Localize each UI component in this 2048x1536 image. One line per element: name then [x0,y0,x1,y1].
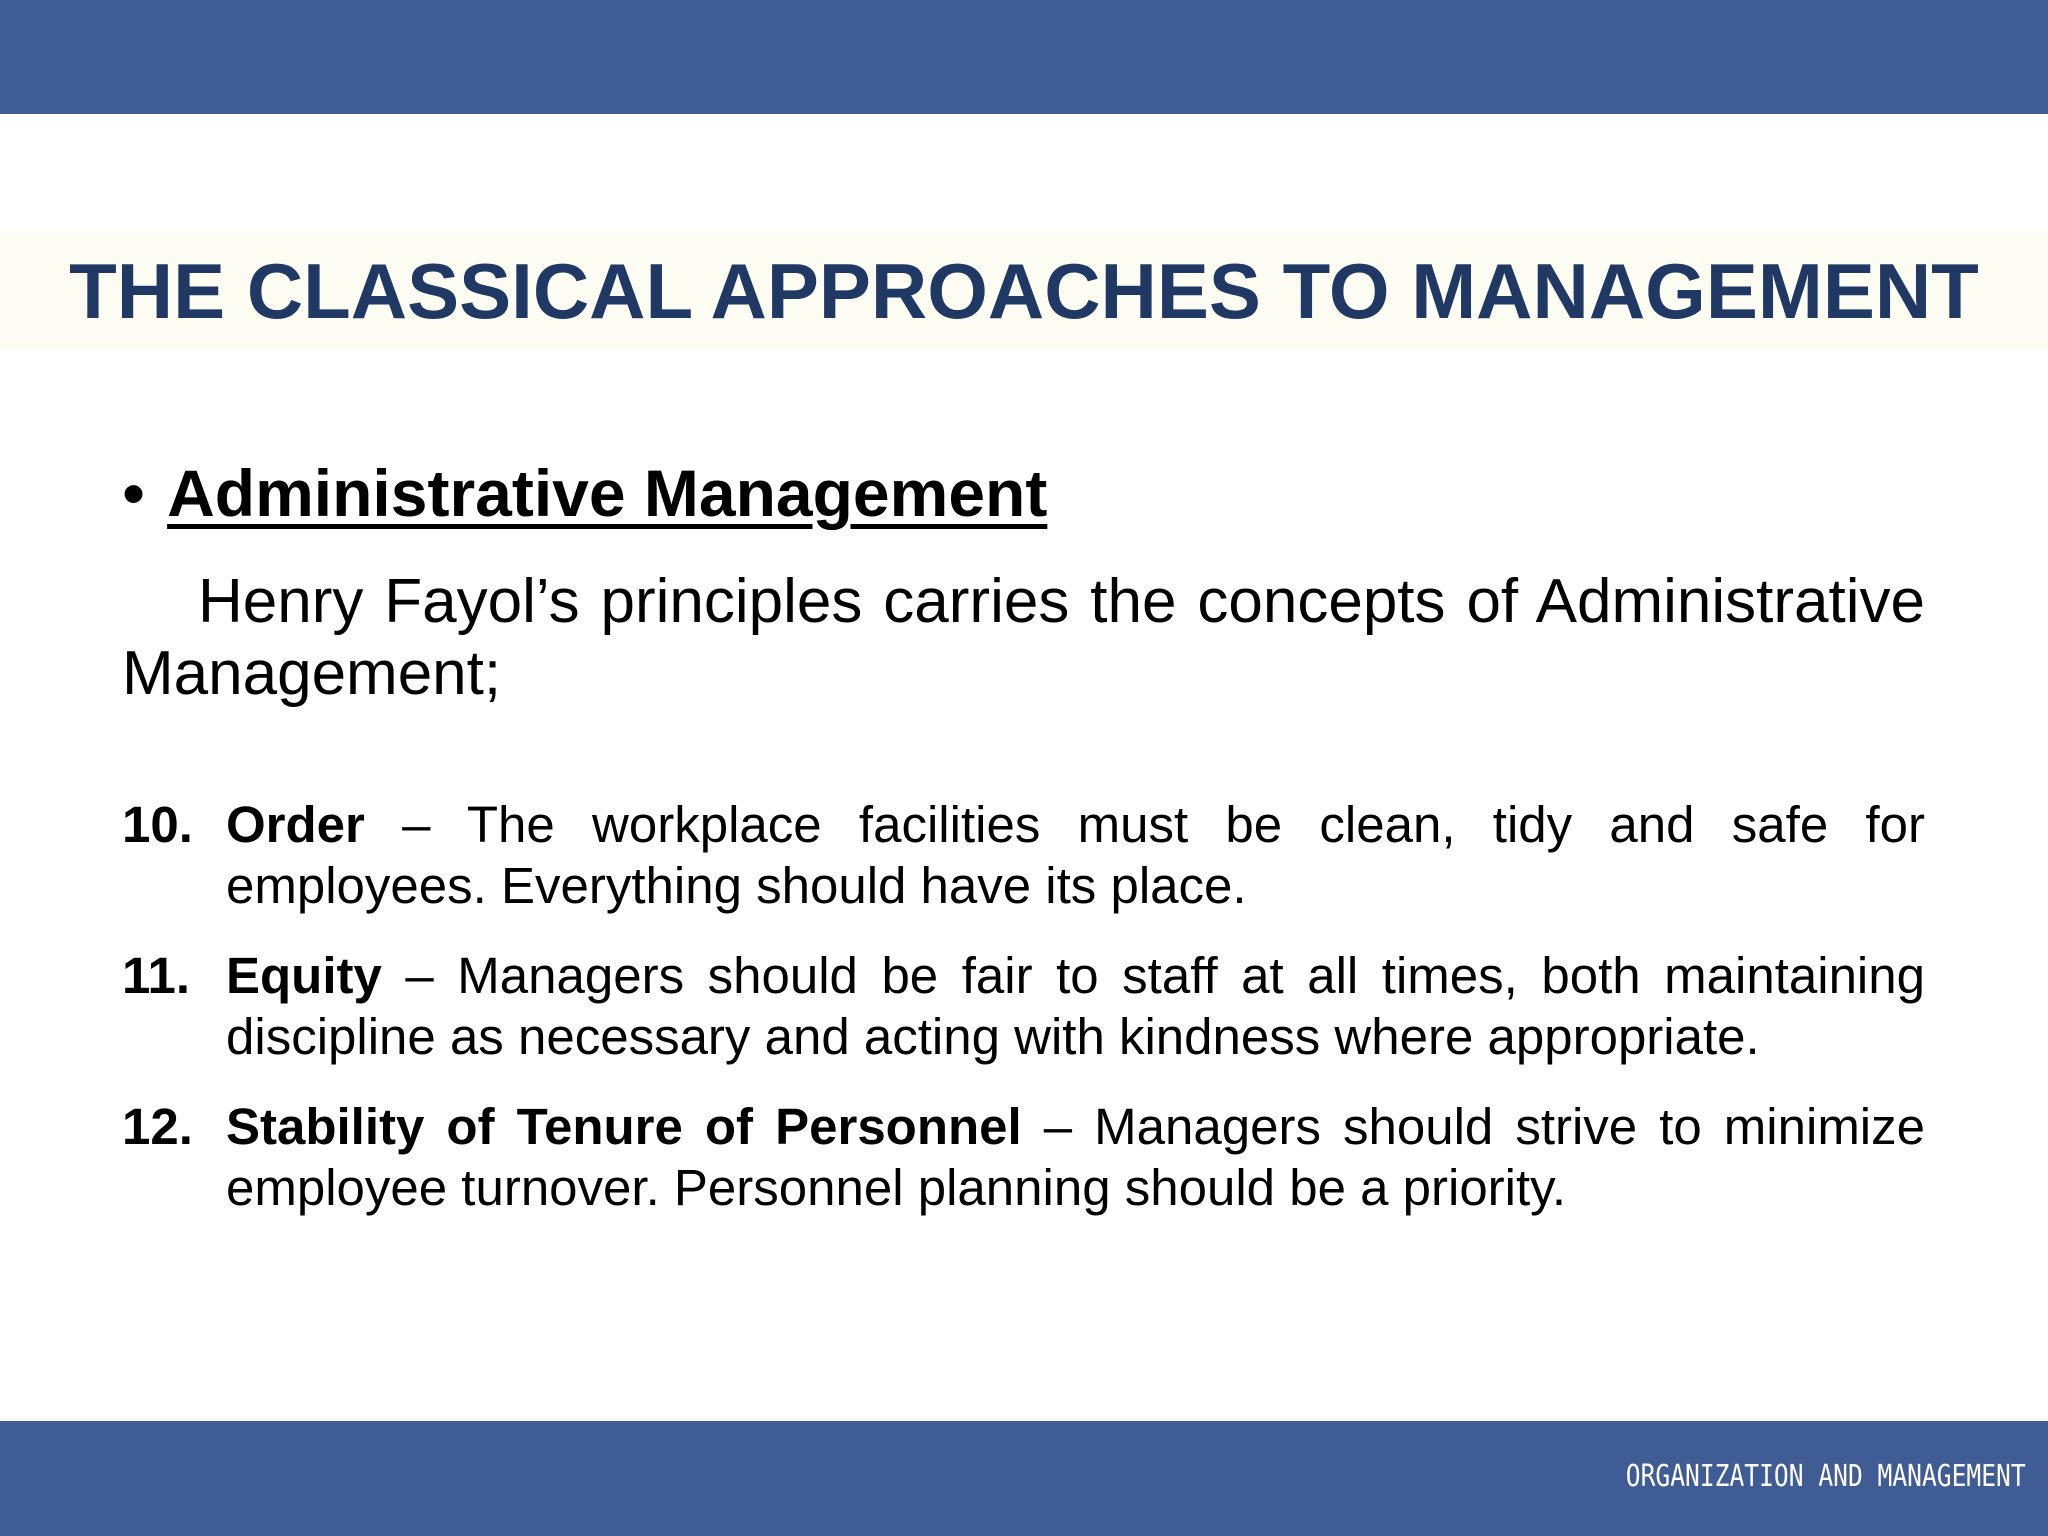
bullet-dot: • [122,456,146,530]
item-term: Order [226,796,365,853]
top-header-bar [0,0,2048,114]
item-description: – The workplace facilities must be clean, tidy and safe for employees. Everything should have its place. [226,796,1925,914]
list-item [122,794,1925,916]
item-term: Equity [226,947,382,1004]
item-description: – Managers should strive to minimize employee turnover. Personnel planning should be a priority. [226,1098,1925,1216]
title-band [0,233,2048,349]
item-number: 12. [122,1098,193,1155]
list-item [122,945,1925,1067]
principles-list [122,794,1925,1247]
bullet-heading-text: Administrative Management [167,456,1048,530]
list-item [122,1096,1925,1218]
bullet-heading [122,455,1047,531]
item-description: – Managers should be fair to staff at all times, both maintaining discipline as necessary and acting with kindness where appropriate. [226,947,1925,1065]
item-number: 11. [122,947,191,1004]
item-number: 10. [122,796,193,853]
item-term: Stability of Tenure of Personnel [226,1098,1022,1155]
footer-label: ORGANIZATION AND MANAGEMENT [1626,1459,2026,1494]
slide-title: THE CLASSICAL APPROACHES TO MANAGEMENT [69,247,1979,335]
intro-paragraph: Henry Fayol’s principles carries the concepts of Administrative Management; [122,567,1925,708]
